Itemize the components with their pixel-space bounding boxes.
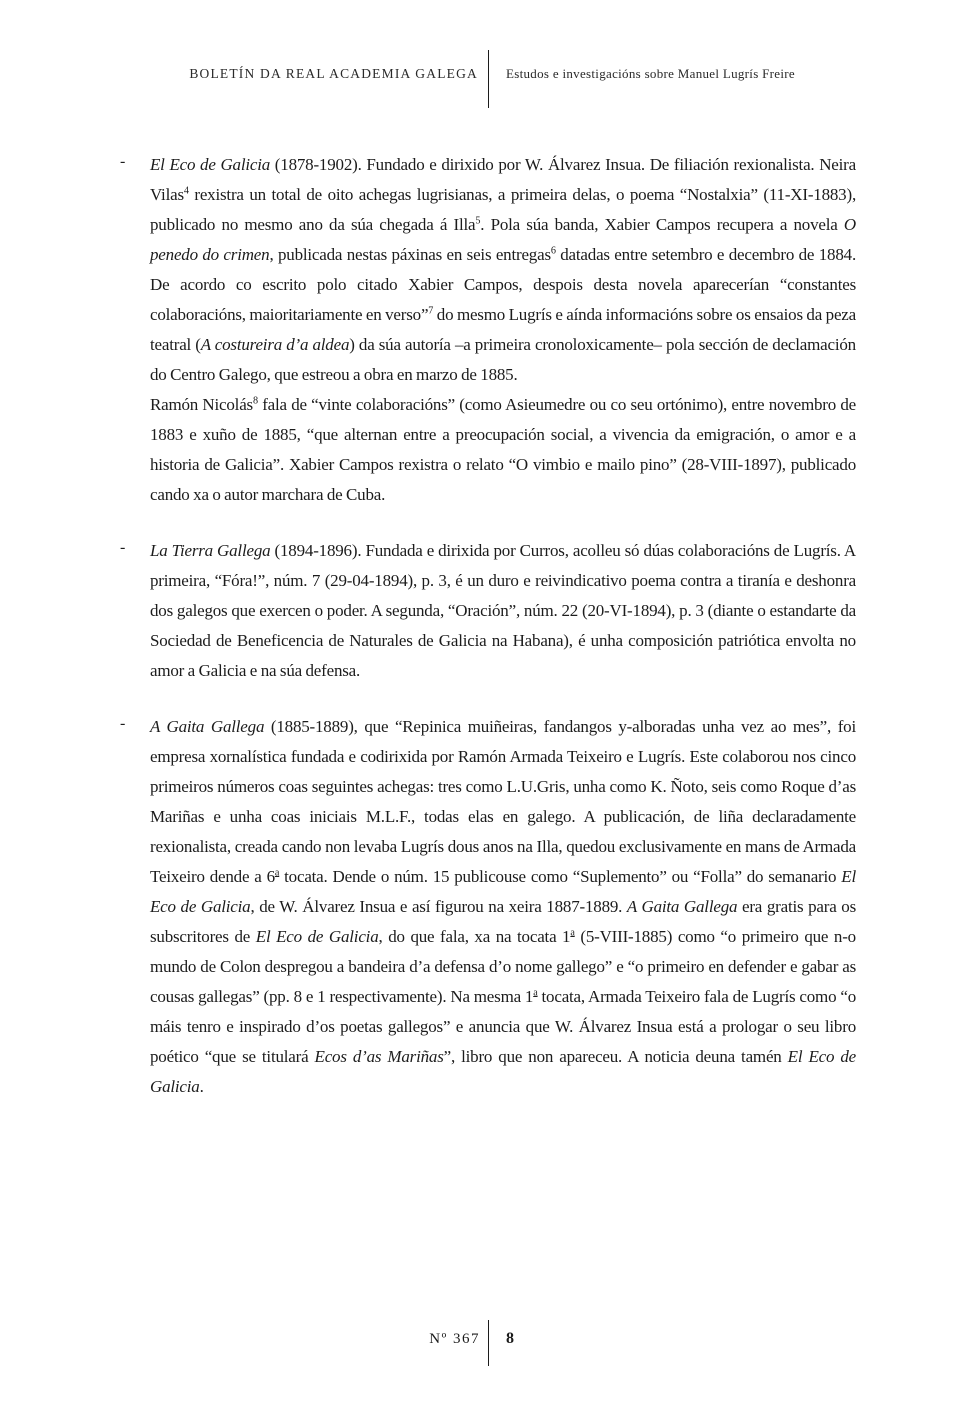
footnote-reference: 7 <box>428 305 434 317</box>
paragraph: La Tierra Gallega (1894-1896). Fundada e dirixida por Curros, acolleu só dúas colaboracións de Lugrís. A primeira, “Fóra!”, núm. 7 (29-04-1894), p. 3, é un duro e reivindicativo poema contra a tiranía e deshonra dos galegos que exercen o poder. A segunda, “Oración”, núm. 22 (20-VI-1894), p. 3 (diante o estandarte da Sociedad de Beneficencia de Naturales de Galicia na Habana), é unha composición patriótica envolta no amor a Galicia e na súa defensa. <box>150 541 857 680</box>
bullet-dash: - <box>120 153 126 170</box>
bullet-dash: - <box>120 539 126 556</box>
footnote-reference: 8 <box>252 395 258 407</box>
footnote-reference: 6 <box>550 245 556 257</box>
footnote-reference: 5 <box>475 215 481 227</box>
journal-title: BOLETÍN DA REAL ACADEMIA GALEGA <box>189 66 478 81</box>
bullet-list <box>120 150 857 1102</box>
footnote-reference: 4 <box>183 185 189 197</box>
page-number: 8 <box>506 1330 515 1347</box>
list-item <box>120 536 857 686</box>
list-item <box>120 150 857 510</box>
paragraph: El Eco de Galicia (1878-1902). Fundado e dirixido por W. Álvarez Insua. De filiación rexionalista. Neira Vilas$^4$ rexistra un total de oito achegas lugrisianas, a primeira delas, o poema “Nostalxia” (11-XI-1883), publicado no mesmo ano da súa chegada á Illa$^5$. Pola súa banda, Xabier Campos recupera a novela O penedo do crimen, publicada nestas páxinas en seis entregas$^6$ datadas entre setembro e decembro de 1884. De acordo co escrito polo citado Xabier Campos, despois desta novela aparecerían “constantes colaboracións, maioritariamente en verso”$^7$ do mesmo Lugrís e aínda informacións sobre os ensaios da peza teatral (A costureira d’a aldea) da súa autoría –a primeira cronoloxicamente– pola sección de declamación do Centro Galego, que estreou a obra en marzo de 1885. <box>150 155 857 384</box>
header-divider <box>488 50 489 108</box>
paragraph: A Gaita Gallega (1885-1889), que “Repinica muiñeiras, fandangos y-alboradas unha vez ao mes”, foi empresa xornalística fundada e codirixida por Ramón Armada Teixeiro e Lugrís. Este colaborou nos cinco primeiros números coas seguintes achegas: tres como L.U.Gris, unha como K. Ñoto, seis como Roque d’as Mariñas e unha coas iniciais M.L.F., todas elas en galego. A publicación, de liña declaradamente rexionalista, creada cando non levaba Lugrís dous anos na Illa, quedou exclusivamente en mans de Armada Teixeiro dende a 6$^a$ tocata. Dende o núm. 15 publicouse como “Suplemento” ou “Folla” do semanario El Eco de Galicia, de W. Álvarez Insua e así figurou na xeira 1887-1889. A Gaita Gallega era gratis para os subscritores de El Eco de Galicia, do que fala, xa na tocata 1$^a$ (5-VIII-1885) como “o primeiro que n-o mundo de Colon despregou a bandeira d’a defensa d’o nome gallego” e “o primeiro en defender e gabar as cousas gallegas” (pp. 8 e 1 respectivamente). Na mesma 1$^a$ tocata, Armada Teixeiro fala de Lugrís como “o máis tenro e inspirado d’os poetas gallegos” e anuncia que W. Álvarez Insua está a prologar o seu libro poético “que se titulará Ecos d’as Mariñas”, libro que non apareceu. A noticia deuna tamén El Eco de Galicia. <box>150 717 857 1096</box>
section-title: Estudos e investigacións sobre Manuel Lugrís Freire <box>506 66 795 81</box>
list-item <box>120 712 857 1102</box>
bullet-dash: - <box>120 715 126 732</box>
paragraph: Ramón Nicolás$^8$ fala de “vinte colaboracións” (como Asieumedre ou co seu ortónimo), entre novembro de 1883 e xuño de 1885, “que alternan entre a preocupación social, a vivencia da emigración, o amor e a historia de Galicia”. Xabier Campos rexistra o relato “O vimbio e mailo pino” (28-VIII-1897), publicado cando xa o autor marchara de Cuba. <box>150 395 856 504</box>
issue-number: Nº 367 <box>429 1331 480 1347</box>
footer-divider <box>488 1320 489 1366</box>
